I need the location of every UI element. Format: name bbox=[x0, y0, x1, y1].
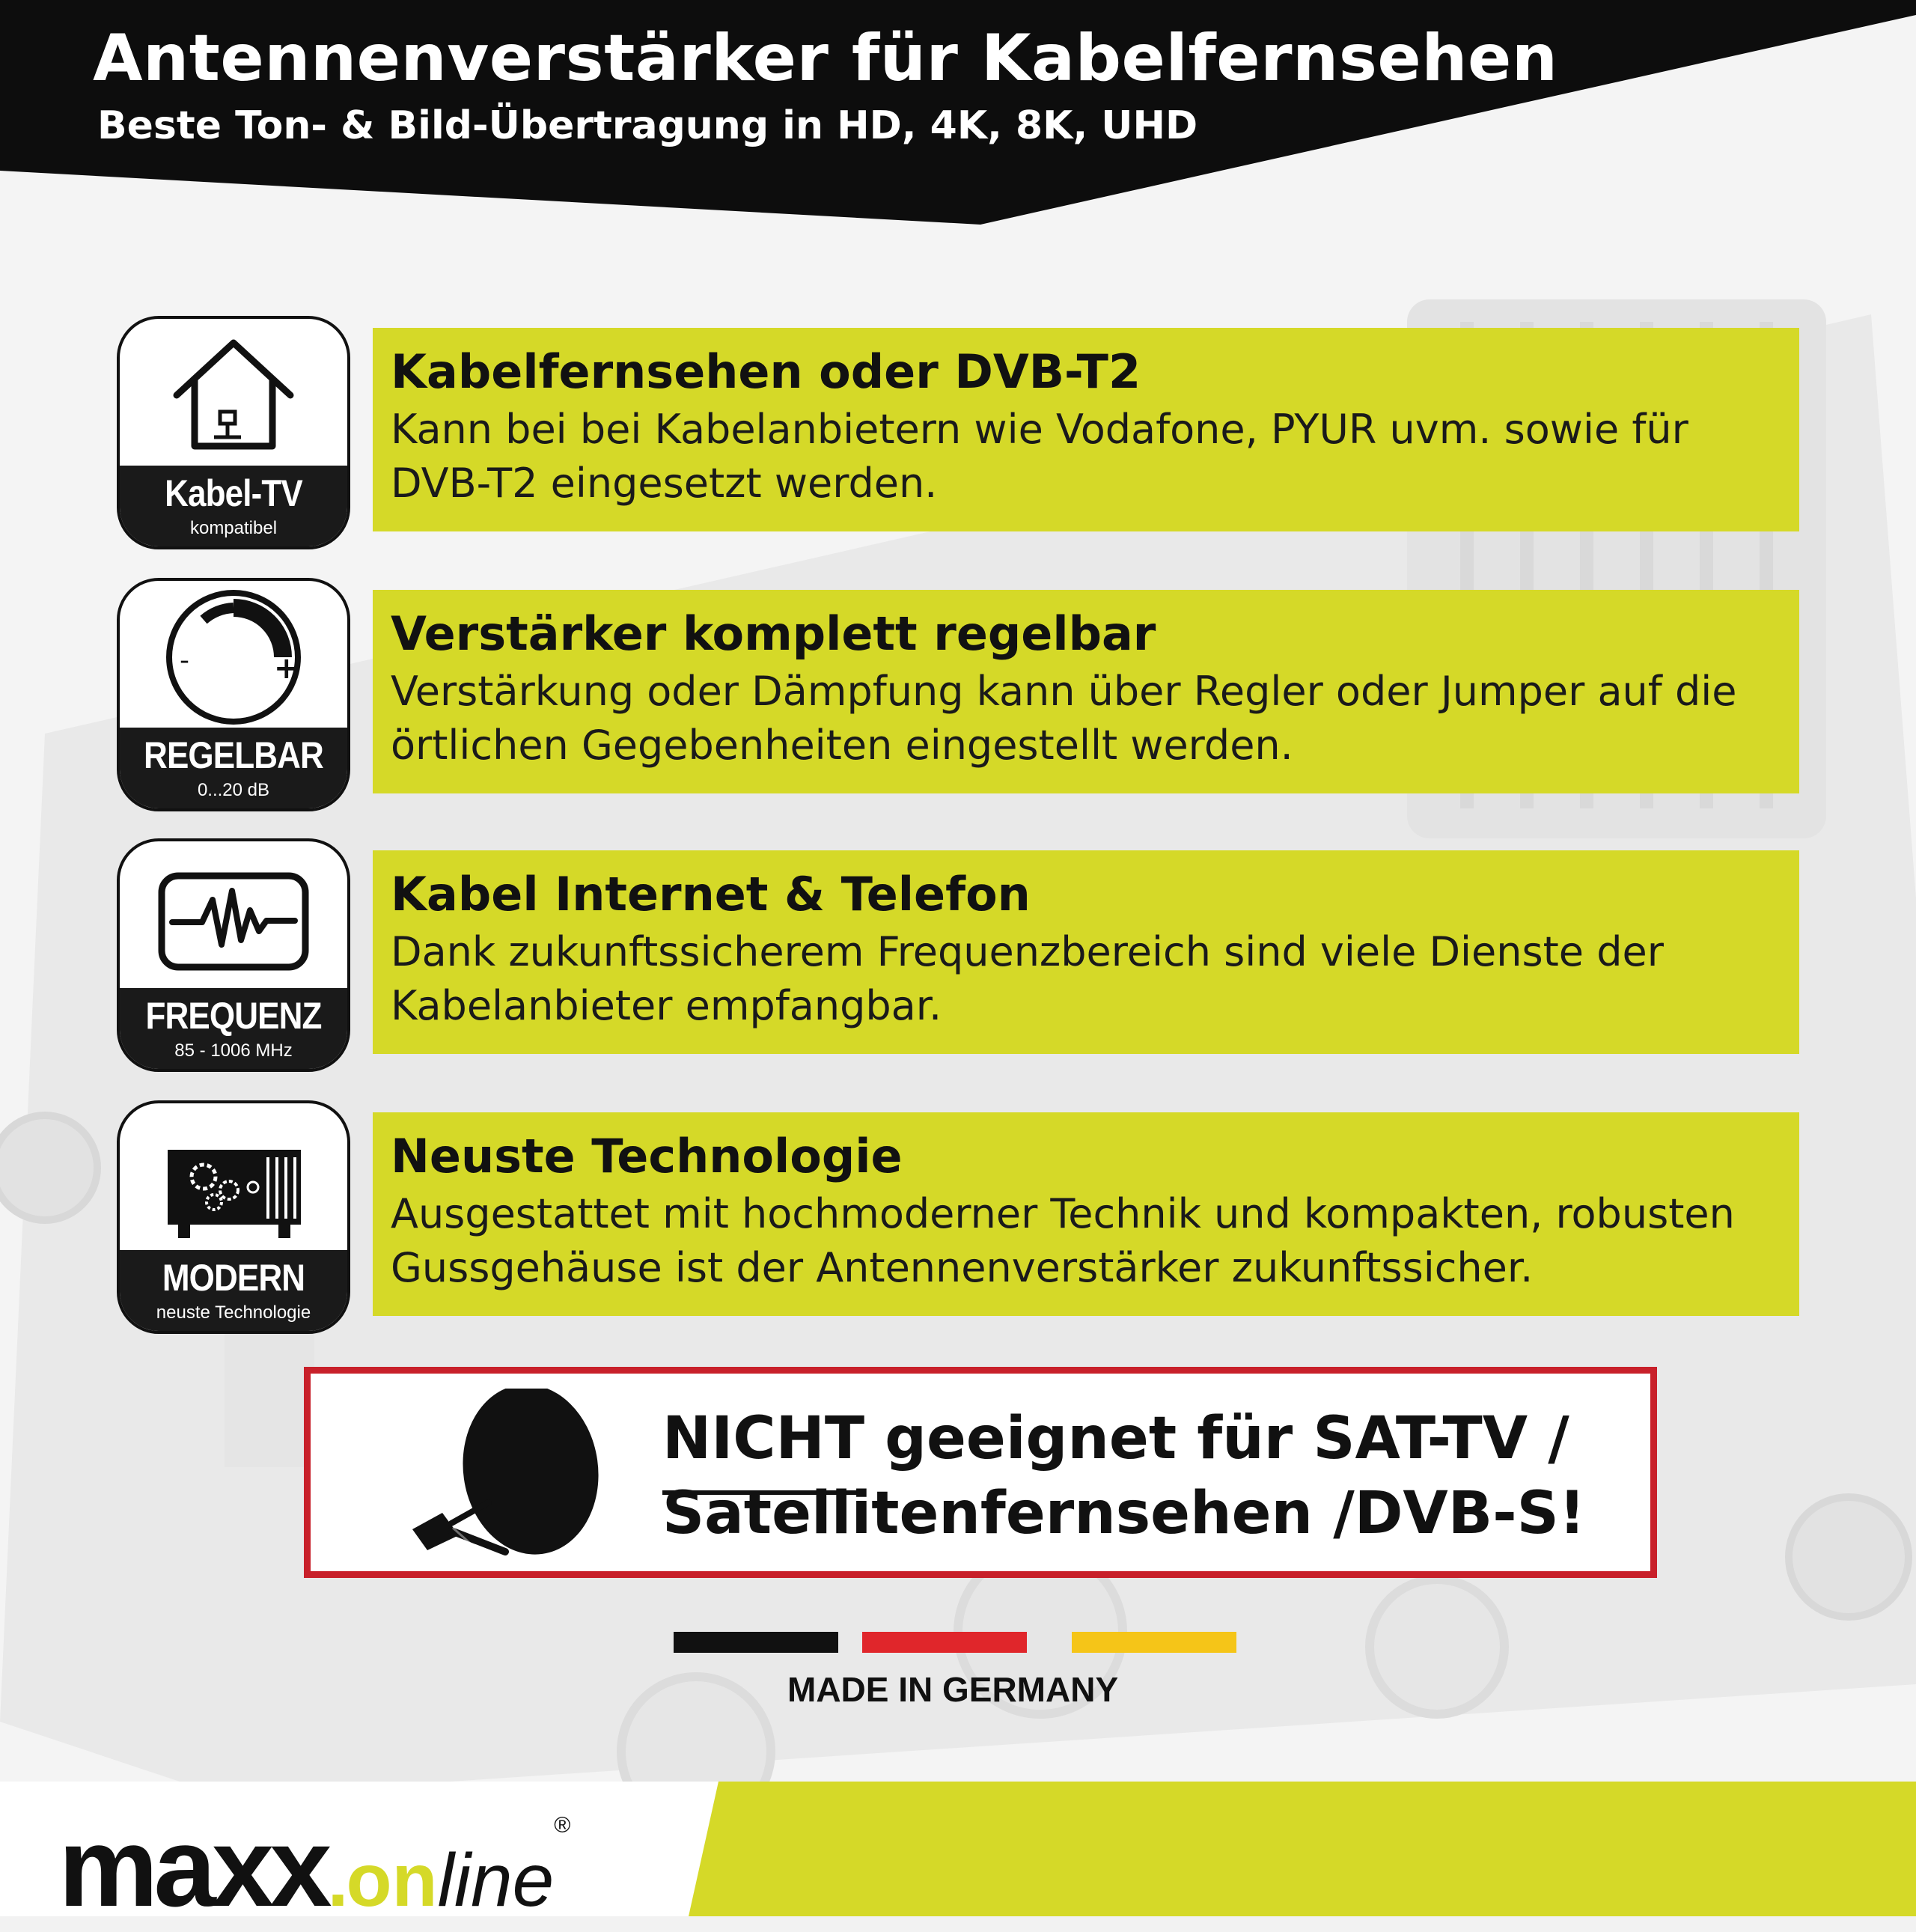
badge-sublabel: 0...20 dB bbox=[197, 780, 270, 800]
feature-title: Verstärker komplett regelbar bbox=[391, 606, 1156, 661]
feature-box bbox=[373, 850, 1799, 1054]
feature-badge bbox=[117, 578, 350, 811]
header-banner bbox=[0, 0, 1916, 225]
badge-sublabel: neuste Technologie bbox=[156, 1302, 311, 1323]
flag-stripe-gold bbox=[1072, 1632, 1236, 1653]
feature-title: Kabel Internet & Telefon bbox=[391, 867, 1031, 921]
badge-sublabel: kompatibel bbox=[189, 518, 278, 538]
feature-text: Ausgestattet mit hochmoderner Technik und kompakten, robusten Gussgehäuse ist der Antennenverstärker zukunftssicher. bbox=[391, 1190, 1735, 1291]
warning-box bbox=[304, 1367, 1657, 1578]
feature-text: Dank zukunftssicherem Frequenzbereich sind viele Dienste der Kabelanbieter empfangbar. bbox=[391, 928, 1664, 1029]
flag-stripe-black bbox=[674, 1632, 838, 1653]
svg-text:+: + bbox=[274, 651, 299, 686]
feature-title: Kabelfernsehen oder DVB-T2 bbox=[391, 344, 1141, 399]
feature-title: Neuste Technologie bbox=[391, 1129, 903, 1183]
feature-badge bbox=[117, 838, 350, 1072]
page-subtitle: Beste Ton- & Bild-Übertragung in HD, 4K, 8K, UHD bbox=[97, 103, 1198, 148]
warning-line-1: NICHT geeignet für SAT-TV / bbox=[662, 1405, 1569, 1472]
page-title: Antennenverstärker für Kabelfernsehen bbox=[93, 21, 1558, 96]
feature-box bbox=[373, 1112, 1799, 1316]
logo-dot: . bbox=[327, 1838, 347, 1922]
logo-on: on bbox=[346, 1838, 438, 1922]
warning-line-2: Satellitenfernsehen /DVB-S! bbox=[662, 1480, 1586, 1547]
made-in-germany: MADE IN GERMANY bbox=[787, 1670, 1119, 1709]
feature-text: Kann bei bei Kabelanbietern wie Vodafone, PYUR uvm. sowie für DVB-T2 eingesetzt werden. bbox=[391, 406, 1688, 507]
badge-label: MODERN bbox=[162, 1257, 305, 1299]
satellite-dish-icon bbox=[406, 1389, 601, 1568]
feature-text: Verstärkung oder Dämpfung kann über Regler oder Jumper auf die örtlichen Gegebenheiten eingestellt werden. bbox=[391, 668, 1737, 769]
badge-label: Kabel-TV bbox=[165, 472, 302, 514]
feature-modern bbox=[0, 1100, 1916, 1340]
logo-line: line bbox=[437, 1838, 555, 1922]
feature-kabel-tv bbox=[0, 316, 1916, 555]
badge-footer bbox=[120, 728, 347, 808]
feature-box bbox=[373, 328, 1799, 531]
badge-sublabel: 85 - 1006 MHz bbox=[174, 1040, 293, 1061]
dial-knob-icon bbox=[120, 581, 347, 731]
svg-text:-: - bbox=[180, 645, 189, 676]
amplifier-device-icon bbox=[120, 1103, 347, 1253]
logo-registered: ® bbox=[554, 1813, 571, 1838]
feature-badge bbox=[117, 316, 350, 549]
logo-main: maxx bbox=[58, 1804, 328, 1930]
feature-badge bbox=[117, 1100, 350, 1334]
badge-footer bbox=[120, 466, 347, 546]
badge-footer bbox=[120, 1250, 347, 1331]
house-antenna-icon bbox=[120, 319, 347, 469]
badge-footer bbox=[120, 988, 347, 1069]
badge-label: FREQUENZ bbox=[145, 995, 322, 1037]
flag-stripe-red bbox=[862, 1632, 1027, 1653]
feature-frequenz bbox=[0, 838, 1916, 1078]
frequency-wave-icon bbox=[120, 841, 347, 991]
badge-label: REGELBAR bbox=[144, 734, 323, 776]
feature-regelbar bbox=[0, 578, 1916, 817]
brand-logo bbox=[58, 1803, 570, 1932]
feature-box bbox=[373, 590, 1799, 793]
